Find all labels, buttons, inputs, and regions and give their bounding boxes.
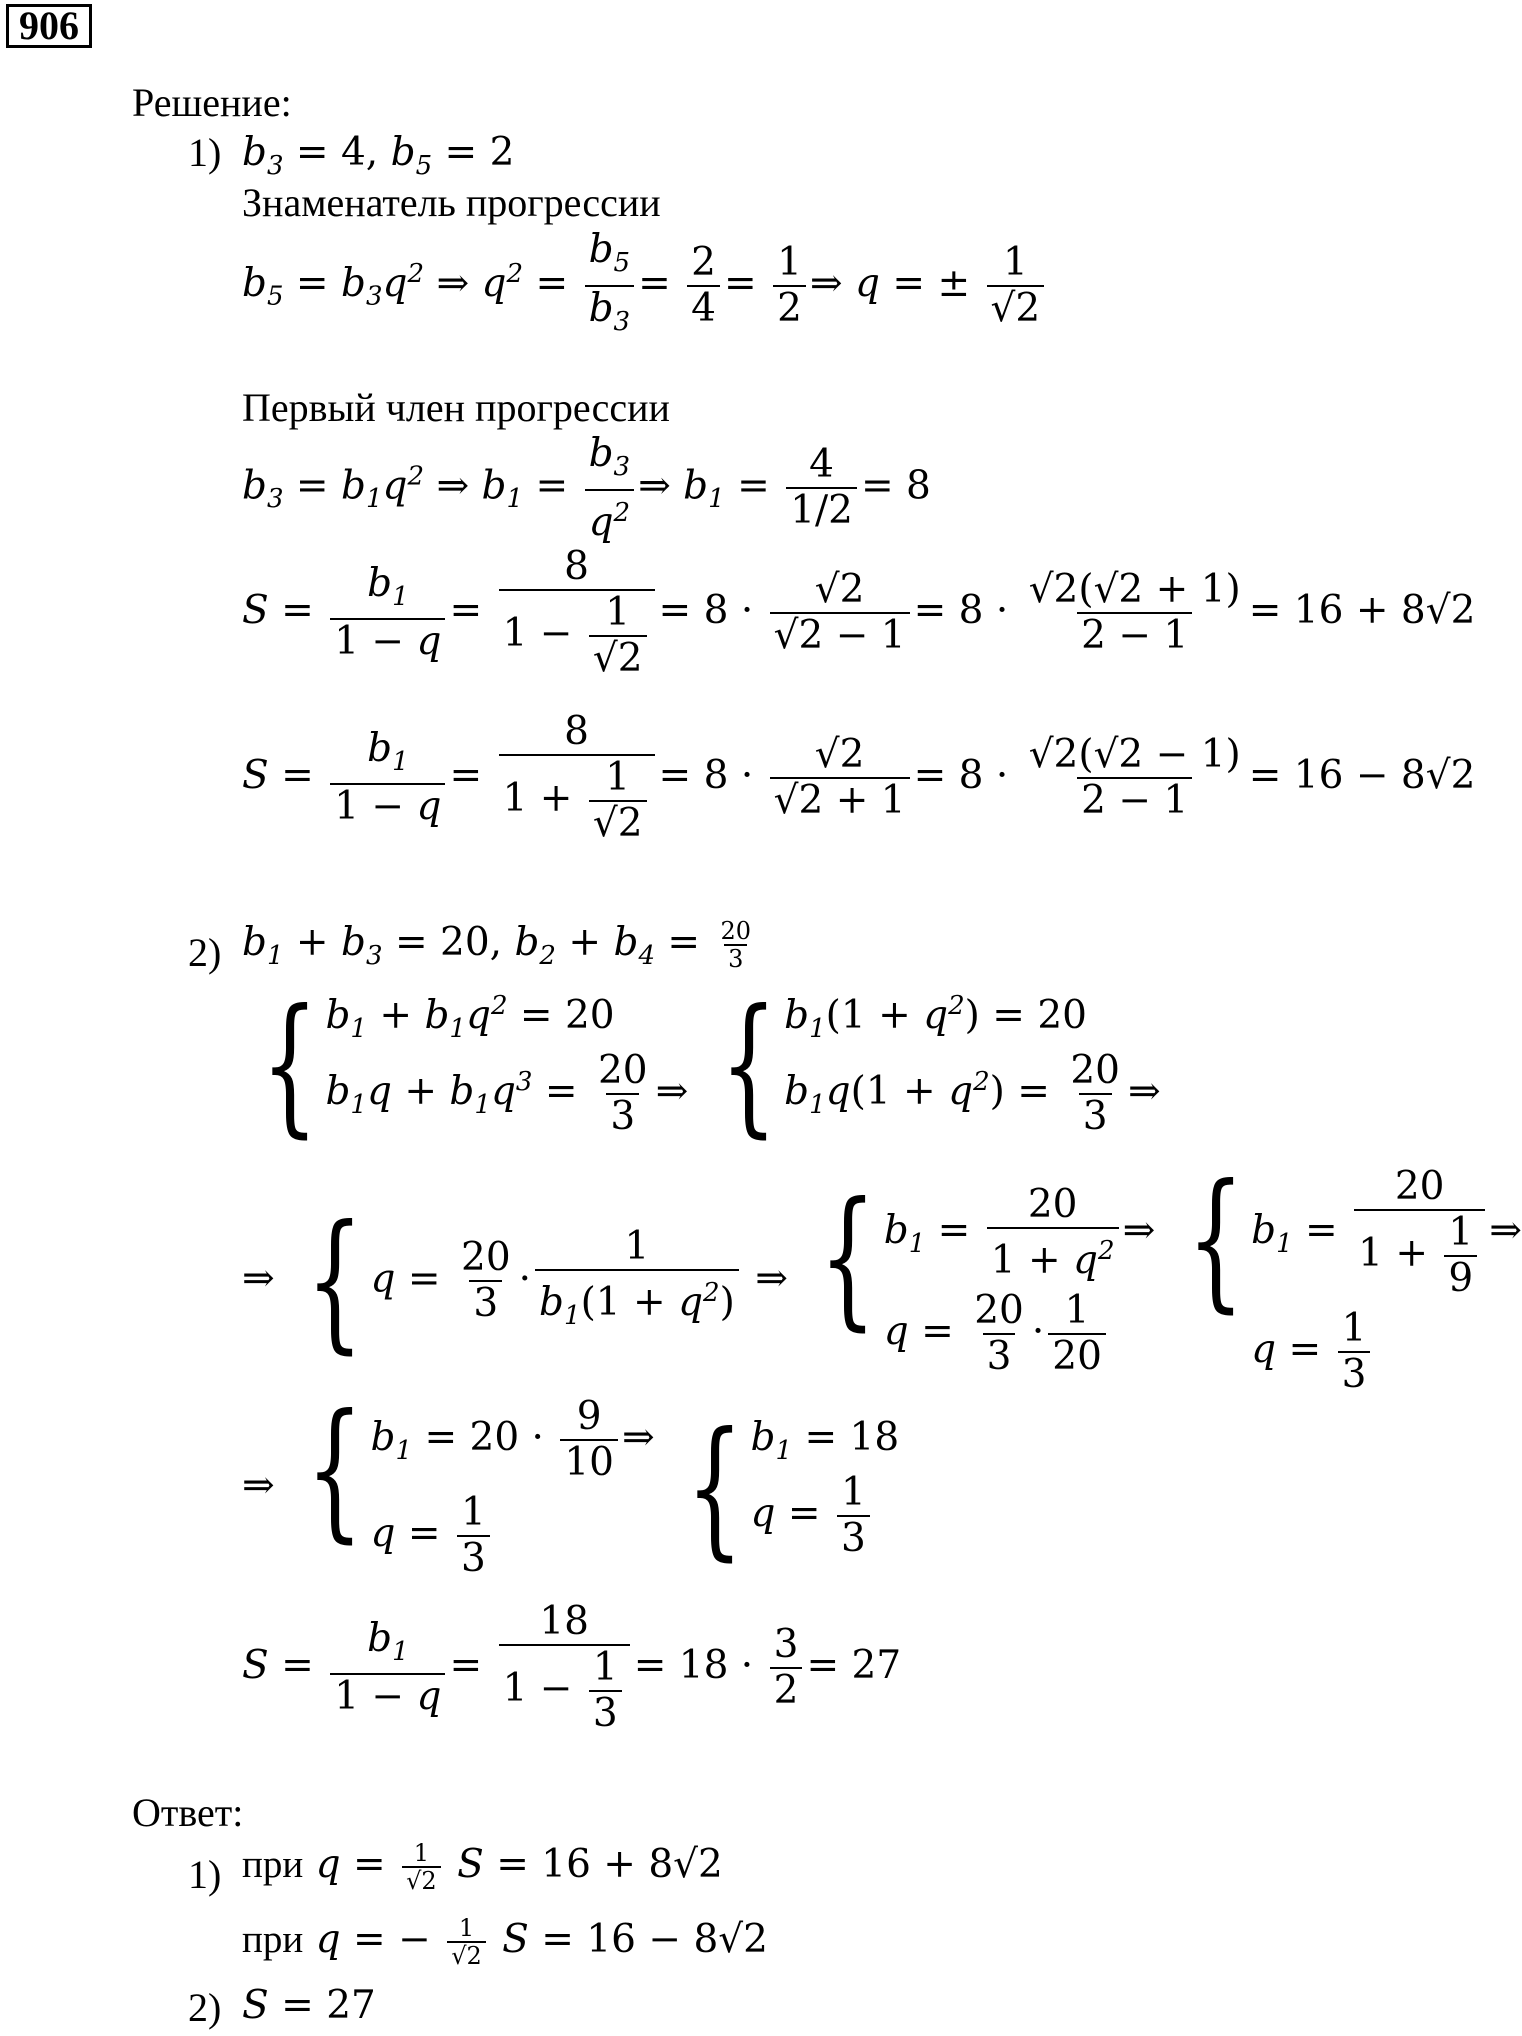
system-step-1: { $b_1 + b_1q^2 = 20$ $b_1q + b_1q^3$ = $\frac{20}{3}$ ⇒ { $b_1(1 + q^2) = 20$ $b_1q(1 + q^2)$ = $\frac{20}{3}$ ⇒	[261, 978, 1161, 1152]
problem-number: 906	[6, 4, 92, 48]
solution-label: Решение:	[132, 80, 292, 125]
ratio-heading: Знаменатель прогрессии	[242, 180, 661, 225]
part1-marker: 1)	[188, 130, 222, 175]
part2-marker: 2)	[188, 930, 222, 975]
part1-given: $b_3 = 4$, $b_5 = 2$	[242, 130, 515, 181]
answer2-marker: 2)	[188, 1985, 222, 2030]
first-term-heading: Первый член прогрессии	[242, 385, 670, 430]
ratio-equation: $b_5 = b_3q^2$ ⇒ $q^2$ = $\frac{b_5}{b_3}$ = $\frac{2}{4}$ = $\frac{1}{2}$ ⇒ q = ± $\frac{1}{√2}$	[242, 228, 1048, 344]
answer1-marker: 1)	[188, 1852, 222, 1897]
answer1-line1: при q = $\frac{1}{√2}$ S = 16 + 8√2	[242, 1839, 723, 1895]
system-step-3: ⇒ { $b_1 = 20$ · $\frac{9}{10}$ ⇒ q = $\frac{1}{3}$ { $b_1 = 18$ q = $\frac{1}{3}$	[242, 1383, 900, 1581]
answer-label: Ответ:	[132, 1790, 244, 1835]
sum-plus-equation: S = $\frac{b_1}{1 - q}$ = 8 1 − $\frac{1}{√2}$ = 8 · $\frac{√2}{√2 - 1}$ = 8 · $\frac{√2(√2 + 1)}{2 - 1}$ = 16 + 8√2	[242, 544, 1476, 681]
sum-minus-equation: S = $\frac{b_1}{1 - q}$ = 8 1 + $\frac{1}{√2}$ = 8 · $\frac{√2}{√2 + 1}$ = 8 · $\frac{√2(√2 - 1)}{2 - 1}$ = 16 − 8√2	[242, 709, 1476, 846]
answer1-line2: при q = − $\frac{1}{√2}$ S = 16 − 8√2	[242, 1914, 768, 1970]
part2-given: $b_1 + b_3 = 20$, $b_2 + b_4$ = $\frac{20}{3}$	[242, 917, 752, 973]
answer2-line: S = 27	[242, 1983, 376, 2028]
part2-sum-equation: S = $\frac{b_1}{1 - q}$ = 18 1 − $\frac{1}{3}$ = 18 · $\frac{3}{2}$ = 27	[242, 1599, 902, 1736]
first-term-equation: $b_3 = b_1q^2$ ⇒ $b_1$ = $\frac{b_3}{q^2}$ ⇒ $b_1$ = $\frac{4}{1/2}$ = 8	[242, 431, 931, 545]
system-step-2: ⇒ { q = $\frac{20}{3}$ · $\frac{1}{b_1(1 + q^2)}$ ⇒ { $b_1$ = $\frac{20}{1 + q^2}$ ⇒ q = $\frac{20}{3}$ · $\frac{1}{20}$ { $b_1$ = 20 1 + $\frac{1}{9}$ ⇒ q = $\frac{1}{3}$	[242, 1153, 1522, 1397]
